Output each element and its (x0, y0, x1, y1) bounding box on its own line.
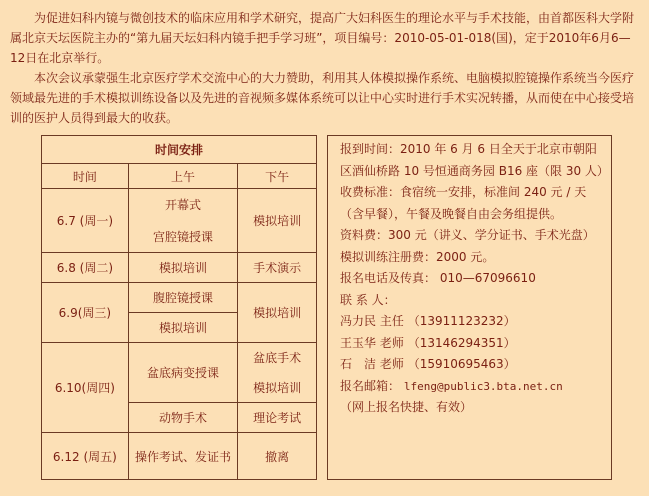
contact-phone: （15910695463） (407, 357, 516, 371)
intro-paragraph-1: 为促进妇科内镜与微创技术的临床应用和学术研究，提高广大妇科医生的理论水平与手术技能，由首都医科大学附属北京天坛医院主办的“第九届天坛妇科内镜手把手学习班”，项目编号：2010-05-01-018(国)，定于2010年6月6—12日在北京举行。 (10, 11, 635, 65)
header-pm: 下午 (238, 164, 317, 189)
table-row (42, 189, 317, 221)
header-time: 时间 (42, 164, 129, 189)
contact-phone: （13146294351） (407, 335, 516, 350)
phone-label: 报名电话及传真： (340, 271, 437, 285)
date-cell: 6.10(周四) (42, 343, 129, 433)
pm-cell: 模拟培训 (238, 189, 317, 253)
pm-cell: 手术演示 (238, 253, 317, 283)
pm-cell: 理论考试 (238, 403, 317, 433)
contact-item (340, 354, 603, 376)
intro-text (10, 8, 640, 128)
contact-name: 石 洁 (340, 357, 377, 371)
schedule-title: 时间安排 (42, 136, 317, 164)
fee-info: 收费标准：食宿统一安排，标准间 240 元 / 天（含早餐），午餐及晚餐自由会务组提供。 (340, 185, 587, 221)
training-fee: 模拟训练注册费：2000 元。 (340, 249, 495, 264)
am-cell: 盆底病变授课 (128, 343, 238, 403)
contact-item (340, 311, 603, 333)
pm-cell: 撤离 (238, 433, 317, 480)
email-label: 报名邮箱： (340, 378, 401, 393)
am-cell: 模拟培训 (128, 313, 238, 343)
am-cell: 宫腔镜授课 (128, 221, 238, 253)
registration-info: 报到时间：2010 年 6 月 6 日全天于北京市朝阳区酒仙桥路 10 号恒通商务园 B16 座（限 30 人） (340, 142, 609, 178)
contact-title: 主任 (379, 314, 404, 328)
table-row (42, 433, 317, 480)
schedule-table (41, 135, 317, 480)
date-cell: 6.9(周三) (42, 283, 129, 343)
email-line (340, 376, 603, 398)
email-address[interactable]: lfeng@public3.bta.net.cn (403, 379, 563, 393)
date-cell: 6.12 (周五) (42, 433, 129, 480)
am-cell: 操作考试、发证书 (128, 433, 238, 480)
date-cell: 6.8 (周二) (42, 253, 129, 283)
pm-cell: 模拟培训 (238, 283, 317, 343)
contact-title: 老师 (379, 357, 404, 371)
am-cell: 开幕式 (128, 189, 238, 221)
contact-title: 老师 (379, 335, 404, 350)
contact-phone: （13911123232） (407, 314, 516, 328)
contact-item (340, 333, 603, 355)
email-note: （网上报名快捷、有效） (340, 400, 473, 414)
am-cell: 模拟培训 (128, 253, 238, 283)
phone-line (340, 268, 603, 290)
table-row (42, 283, 317, 313)
date-cell: 6.7 (周一) (42, 189, 129, 253)
materials-fee: 资料费：300 元（讲义、学分证书、手术光盘） (340, 228, 595, 242)
am-cell: 动物手术 (128, 403, 238, 433)
intro-paragraph-2: 本次会议承蒙强生北京医疗学术交流中心的大力赞助，利用其人体模拟操作系统、电脑模拟腔镜操作系统当今医疗领域最先进的手术模拟训练设备以及先进的音视频多媒体系统可以让中心实时进行手术实况转播，从而使在中心接受培训的医护人员得到最大的收获。 (10, 71, 635, 125)
table-row (42, 343, 317, 373)
contact-name: 王玉华 (340, 335, 377, 350)
header-am: 上午 (128, 164, 238, 189)
pm-cell: 盆底手术 (238, 343, 317, 373)
pm-cell: 模拟培训 (238, 373, 317, 403)
table-row (42, 253, 317, 283)
contact-name: 冯力民 (340, 314, 377, 328)
phone-number: 010—67096610 (439, 271, 536, 285)
info-panel (327, 135, 612, 480)
am-cell: 腹腔镜授课 (128, 283, 238, 313)
contacts-label: 联 系 人： (340, 292, 396, 307)
